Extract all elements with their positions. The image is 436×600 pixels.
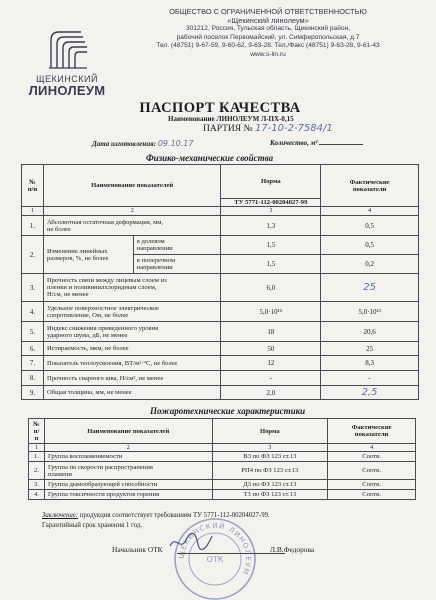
roll-logo-icon xyxy=(45,28,89,72)
table-row: 4. Удельное поверхностное электрическое сопротивление, Ом, не более 5,0·10¹⁵ 5,0·10¹³ xyxy=(22,302,419,322)
header-norm: Норма xyxy=(221,165,321,199)
warranty-line: Гарантийный срок хранения 1 год. xyxy=(42,521,143,529)
header-name: Наименование показателей xyxy=(43,165,221,207)
table-index-row: 1 2 3 4 xyxy=(22,207,419,216)
table-row: 4. Группа токсичности продуктов горения Т3 по ФЗ 123 ст.13 Соотв. xyxy=(29,490,416,500)
header-num: № п/п xyxy=(22,165,44,207)
product-name-value: ЛИНОЛЕУМ Л-ПХ-0,15 xyxy=(216,115,294,123)
batch-row xyxy=(203,123,333,134)
logo-text-line1: ЩЕКИНСКИЙ xyxy=(36,74,98,84)
quantity-label: Количество, м² xyxy=(270,139,318,147)
manufacture-date-value: 09.10.17 xyxy=(157,139,194,148)
table-row: 3. Группа дымообразующей способности Д3 по ФЗ 123 ст.13 Соотв. xyxy=(29,480,416,490)
table-row: 1. Группа воспламеняемости В3 по ФЗ 123 ст.13 Соотв. xyxy=(29,452,416,462)
signature-line xyxy=(177,553,285,554)
table-header-row: № п/п Наименование показателей Норма Фактические показатели xyxy=(29,419,416,444)
table-row: в поперечном направлении 1,5 0,2 xyxy=(22,255,419,274)
company-logo xyxy=(26,28,108,97)
company-info xyxy=(118,8,418,60)
table-row: 6. Истираемость, мкм, не более 50 25 xyxy=(22,342,419,356)
table-row: 7. Показатель теплоусвоения, ВТ/м²·°С, не более 12 8,3 xyxy=(22,356,419,371)
product-name-row xyxy=(168,115,294,123)
document-title: ПАСПОРТ КАЧЕСТВА xyxy=(139,100,301,116)
quantity-row xyxy=(270,139,363,147)
company-address-line2: рабочий поселок Первомайский, ул. Симферопольская, д.7 xyxy=(176,33,360,41)
company-phones: Тел. (48751) 9-67-59, 9-60-62, 9-63-28. Тел./Факс (48751) 9-63-28, 9-61-43 xyxy=(156,42,380,50)
conclusion-text: продукция соответствует требованиям ТУ 5771-112-00204027-99. xyxy=(78,512,270,519)
section-fire-title: Пожаротехнические характеристики xyxy=(150,406,306,416)
company-name: ОБЩЕСТВО С ОГРАНИЧЕННОЙ ОТВЕТСТВЕННОСТЬЮ xyxy=(169,7,367,16)
fire-properties-table xyxy=(28,418,416,500)
product-name-label: Наименование xyxy=(168,115,215,123)
header-norm-standard: ТУ 5771-112-00204027-99 xyxy=(221,199,321,207)
signoff-name: Л.В.Федорова xyxy=(270,545,315,554)
handwritten-value: 25 xyxy=(363,282,376,293)
table-row: 9. Общая толщина, мм, не менее 2,0 2,5 xyxy=(22,386,419,400)
company-website: www.s-lin.ru xyxy=(250,50,286,58)
svg-text:ОТК: ОТК xyxy=(206,555,224,564)
company-quoted-name: «Щекинский линолеум» xyxy=(227,15,309,25)
table-index-row: 1 2 3 4 xyxy=(29,444,416,452)
manufacture-date-label: Дата изготовления: xyxy=(92,140,157,148)
handwritten-value: 2,5 xyxy=(361,387,378,398)
table-row: 2. Изменение линейных размеров, %, не более в долевом направлении 1,5 0,5 xyxy=(22,236,419,255)
table-row: 3. Прочность связи между лицевым слоем из пленки и поливинилхлоридным слоем, Н/см, не менее 6,0 25 xyxy=(22,274,419,302)
table-row: 2. Группа по скорости распространения пламени РП4 по ФЗ 123 ст.13 Соотв. xyxy=(29,462,416,480)
stamp-lettering: ЩЕКИНСКИЙ ЛИНОЛЕУМ xyxy=(177,521,253,577)
table-row: 5. Индекс снижения приведенного уровня ударного шума, дБ, не менее 18 20,6 xyxy=(22,322,419,342)
company-address-line1: 301212, Россия, Тульская область, Щекинский район, xyxy=(185,25,351,33)
signature-icon xyxy=(166,530,216,554)
section-mechanical-title: Физико-механические свойства xyxy=(146,153,274,163)
table-header-row xyxy=(22,165,419,199)
conclusion-label: Заключение: xyxy=(42,512,79,519)
mechanical-properties-table xyxy=(21,164,419,400)
batch-value: 17-10-2-7584/1 xyxy=(254,123,333,134)
batch-label: ПАРТИЯ № xyxy=(203,124,253,134)
table-row: 8. Прочность сварного шва, Н/см², не менее - - xyxy=(22,371,419,386)
table-row: 1. Абсолютная остаточная деформация, мм, не более 1,3 0,5 xyxy=(22,216,419,236)
quantity-blank-line xyxy=(319,144,363,145)
signoff-role: Начальник ОТК xyxy=(112,545,163,554)
manufacture-date-row xyxy=(92,139,193,148)
header-actual: Фактические показатели xyxy=(321,165,419,207)
logo-text-line2: ЛИНОЛЕУМ xyxy=(28,83,106,98)
